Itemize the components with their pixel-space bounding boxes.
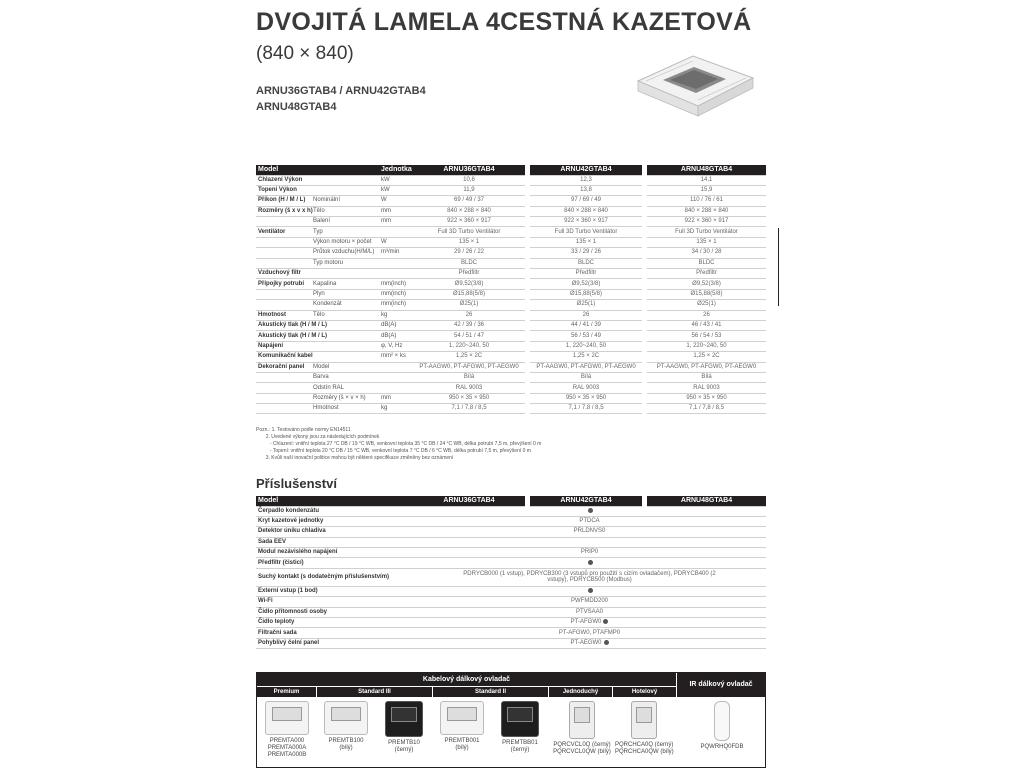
remote-controller-icon: [569, 701, 595, 739]
spec-sublabel: [311, 341, 379, 351]
spec-sublabel: Výkon motoru × počet: [311, 237, 379, 247]
spec-row: [256, 258, 766, 268]
spec-value: 922 × 360 × 917: [647, 217, 766, 227]
accessory-code: PTDCA: [579, 518, 600, 525]
spec-header-col3: ARNU48GTAB4: [647, 165, 766, 175]
spec-value: 840 × 288 × 840: [530, 206, 642, 216]
accessory-row: [256, 548, 766, 558]
spec-label: [256, 372, 311, 382]
availability-dot-icon: [603, 619, 608, 624]
spec-row: [256, 320, 766, 330]
spec-row: [256, 383, 766, 393]
accessory-label: Detektor úniku chladiva: [256, 527, 413, 537]
remote-screen: [331, 707, 360, 721]
accessory-label: Pohyblivý čelní panel: [256, 638, 413, 648]
spec-row: [256, 185, 766, 195]
spec-value: 110 / 76 / 61: [647, 196, 766, 206]
remote-code: PREMTB10 (černý): [388, 740, 420, 753]
remote-controller-item: [615, 701, 673, 756]
spec-sublabel: [311, 352, 379, 362]
spec-sublabel: Typ motoru: [311, 258, 379, 268]
remote-code: PREMTB100 (bílý): [328, 738, 364, 751]
spec-unit: kg: [379, 404, 413, 414]
spec-sublabel: Průtok vzduchu(H/M/L): [311, 248, 379, 258]
remote-controller-icon: [385, 701, 423, 737]
spec-value: 46 / 43 / 41: [647, 320, 766, 330]
remote-controllers-section: [256, 672, 766, 768]
accessory-row: [256, 516, 766, 526]
spec-value: 840 × 288 × 840: [647, 206, 766, 216]
remote-controller-item: [553, 701, 611, 756]
spec-value: 1, 220~240, 50: [530, 341, 642, 351]
spec-value: 7,1 / 7,8 / 8,5: [647, 404, 766, 414]
spec-unit: m³/min: [379, 248, 413, 258]
spec-value: BLDC: [413, 258, 525, 268]
spec-value: Ø25(1): [530, 300, 642, 310]
remote-controller-icon: [324, 701, 368, 735]
accessory-row: [256, 618, 766, 628]
spec-label: [256, 258, 311, 268]
accessories-title: Příslušenství: [256, 476, 337, 491]
spec-sublabel: Balení: [311, 217, 379, 227]
spec-value: 840 × 288 × 840: [413, 206, 525, 216]
spec-value: 1,25 × 2C: [413, 352, 525, 362]
accessory-label: Suchý kontakt (s dodatečným příslušenstvím): [256, 568, 413, 586]
remote-category: Hotelový: [613, 686, 677, 697]
availability-dot-icon: [588, 588, 593, 593]
spec-value: Předfiltr: [530, 269, 642, 279]
spec-unit: kW: [379, 185, 413, 195]
spec-unit: [379, 362, 413, 372]
spec-label: Vzduchový filtr: [256, 269, 311, 279]
footnote-line: 2. Uvedené výkony jsou za následujících podmínek: [256, 434, 380, 440]
spec-value: 44 / 41 / 39: [530, 320, 642, 330]
remote-controller-icon: [631, 701, 657, 739]
spec-sublabel: Plyn: [311, 289, 379, 299]
spec-unit: mm² × ks: [379, 352, 413, 362]
spec-value: 26: [530, 310, 642, 320]
footnote-line: Pozn.: 1. Testováno podle normy EN14511: [256, 427, 351, 433]
page-subtitle: (840 × 840): [256, 43, 354, 64]
accessory-row: [256, 558, 766, 568]
spec-value: RAL 9003: [413, 383, 525, 393]
remote-controller-item: [317, 701, 375, 752]
spec-unit: kW: [379, 175, 413, 185]
spec-value: Full 3D Turbo Ventilátor: [647, 227, 766, 237]
spec-unit: mm(inch): [379, 300, 413, 310]
spec-row: [256, 175, 766, 185]
spec-label: Napájení: [256, 341, 311, 351]
spec-label: Hmotnost: [256, 310, 311, 320]
spec-label: Rozměry (š x v x h): [256, 206, 311, 216]
spec-unit: W: [379, 237, 413, 247]
spec-value: 69 / 49 / 37: [413, 196, 525, 206]
spec-label: [256, 383, 311, 393]
spec-value: Full 3D Turbo Ventilátor: [413, 227, 525, 237]
spec-unit: mm: [379, 393, 413, 403]
spec-unit: mm: [379, 217, 413, 227]
spec-label: Komunikační kabel: [256, 352, 311, 362]
accessory-code: PT-AFGW0, PTAFMP0: [558, 629, 621, 636]
spec-value: 1, 220~240, 50: [413, 341, 525, 351]
spec-row: [256, 289, 766, 299]
spec-label: [256, 217, 311, 227]
spec-value: PT-AAGW0, PT-AFGW0, PT-AEGW0: [530, 362, 642, 372]
spec-header-model: Model: [256, 165, 379, 175]
spec-value: 7,1 / 7,8 / 8,5: [413, 404, 525, 414]
spec-row: [256, 331, 766, 341]
remote-category: Premium: [257, 686, 317, 697]
spec-label: [256, 237, 311, 247]
spec-value: 11,9: [413, 185, 525, 195]
accessory-row: [256, 527, 766, 537]
remote-controller-icon: [501, 701, 539, 737]
accessory-label: Předfiltr (čisticí): [256, 558, 413, 568]
spec-sublabel: Tělo: [311, 206, 379, 216]
spec-sublabel: Kondenzát: [311, 300, 379, 310]
ir-remote-header: IR dálkový ovladač: [677, 673, 765, 697]
remote-controller-icon: [440, 701, 484, 735]
acc-header-col3: ARNU48GTAB4: [647, 496, 766, 506]
spec-label: Ventilátor: [256, 227, 311, 237]
accessory-row: [256, 638, 766, 648]
remote-controller-icon: [265, 701, 309, 735]
spec-value: BLDC: [647, 258, 766, 268]
accessory-label: Čidlo teploty: [256, 618, 413, 628]
remote-code: PREMTB001 (bílý): [444, 738, 480, 751]
spec-label: [256, 289, 311, 299]
spec-value: 13,8: [530, 185, 642, 195]
accessory-value: [413, 618, 766, 628]
spec-label: Akustický tlak (H / M / L): [256, 331, 311, 341]
spec-row: [256, 300, 766, 310]
spec-label: Dekorační panel: [256, 362, 311, 372]
accessory-value: [413, 537, 766, 547]
remote-code: PQRCVCL0Q (černý) PQRCVCL0QW (bílý): [553, 742, 611, 755]
spec-value: PT-AAGW0, PT-AFGW0, PT-AEGW0: [647, 362, 766, 372]
spec-row: [256, 372, 766, 382]
spec-unit: [379, 227, 413, 237]
spec-sublabel: [311, 185, 379, 195]
spec-row: [256, 237, 766, 247]
spec-value: Ø15,88(5/8): [530, 289, 642, 299]
spec-label: [256, 248, 311, 258]
footnote-line: 3. Kvůli naší inovační politice mohou být některé specifikace změněny bez oznámení: [256, 455, 454, 461]
accessory-value: [413, 597, 766, 607]
divider-line: [778, 228, 779, 306]
spec-sublabel: Hmotnost: [311, 404, 379, 414]
accessory-code: PWFMDD200: [570, 598, 608, 605]
remote-code: PQRCHCA0Q (černý) PQRCHCA0QW (bílý): [615, 742, 674, 755]
spec-value: Ø9,52(3/8): [530, 279, 642, 289]
spec-row: [256, 352, 766, 362]
spec-value: BLDC: [530, 258, 642, 268]
spec-value: 26: [413, 310, 525, 320]
acc-header-col1: ARNU36GTAB4: [413, 496, 525, 506]
spec-value: Ø15,88(5/8): [413, 289, 525, 299]
accessory-value: [413, 628, 766, 638]
spec-row: [256, 310, 766, 320]
spec-unit: mm: [379, 206, 413, 216]
spec-value: Ø9,52(3/8): [647, 279, 766, 289]
spec-sublabel: [311, 175, 379, 185]
spec-value: RAL 9003: [647, 383, 766, 393]
remote-screen: [272, 707, 301, 721]
spec-value: Ø9,52(3/8): [413, 279, 525, 289]
spec-value: RAL 9003: [530, 383, 642, 393]
spec-value: Ø15,88(5/8): [647, 289, 766, 299]
spec-row: [256, 362, 766, 372]
spec-value: 922 × 360 × 917: [530, 217, 642, 227]
wired-remote-header: Kabelový dálkový ovladač: [257, 673, 677, 686]
availability-dot-icon: [604, 640, 609, 645]
accessory-label: Filtrační sada: [256, 628, 413, 638]
spec-value: 15,9: [647, 185, 766, 195]
accessory-label: Sada EEV: [256, 537, 413, 547]
remote-controller-item: [491, 701, 549, 754]
accessory-row: [256, 506, 766, 516]
spec-row: [256, 393, 766, 403]
accessory-label: Modul nezávislého napájení: [256, 548, 413, 558]
spec-unit: [379, 269, 413, 279]
spec-value: Full 3D Turbo Ventilátor: [530, 227, 642, 237]
spec-value: 950 × 35 × 950: [413, 393, 525, 403]
spec-label: Chlazení Výkon: [256, 175, 311, 185]
footnote-line: - Chlazení: vnitřní teplota 27 °C DB / 19 °C WB, venkovní teplota 35 °C DB / 24 °C WB, délka potrubí 7,5 m, převýšení 0 m: [256, 441, 542, 447]
spec-label: Příkon (H / M / L): [256, 196, 311, 206]
footnotes: [256, 427, 541, 462]
spec-row: [256, 217, 766, 227]
remote-category: Jednoduchý: [549, 686, 613, 697]
remote-code: PREMTA000 PREMTA000A PREMTA000B: [267, 738, 307, 758]
spec-sublabel: [311, 269, 379, 279]
spec-value: 10,6: [413, 175, 525, 185]
remote-category: Standard II: [433, 686, 549, 697]
remote-screen: [574, 707, 591, 723]
spec-unit: mm(inch): [379, 279, 413, 289]
accessory-row: [256, 597, 766, 607]
remote-code: PQWRHQ0FDB: [700, 744, 744, 750]
accessory-value: [413, 568, 766, 586]
spec-value: 42 / 39 / 36: [413, 320, 525, 330]
spec-value: 950 × 35 × 950: [530, 393, 642, 403]
spec-value: 950 × 35 × 950: [647, 393, 766, 403]
spec-value: 12,3: [530, 175, 642, 185]
spec-header-unit: Jednotka: [381, 166, 412, 174]
spec-row: [256, 196, 766, 206]
spec-row: [256, 269, 766, 279]
spec-value: PT-AAGW0, PT-AFGW0, PT-AEGW0: [413, 362, 525, 372]
spec-value: 34 / 30 / 28: [647, 248, 766, 258]
accessory-code: PRLDNVS0: [573, 528, 606, 535]
availability-dot-icon: [588, 560, 593, 565]
spec-value: 922 × 360 × 917: [413, 217, 525, 227]
spec-value: 29 / 26 / 22: [413, 248, 525, 258]
spec-value: 56 / 54 / 53: [647, 331, 766, 341]
spec-table: [256, 165, 766, 414]
spec-value: 7,1 / 7,8 / 8,5: [530, 404, 642, 414]
spec-header-col2: ARNU42GTAB4: [530, 165, 642, 175]
spec-row: [256, 341, 766, 351]
model-list-line: ARNU36GTAB4 / ARNU42GTAB4: [256, 85, 426, 97]
accessory-label: Externí vstup (1 bod): [256, 586, 413, 596]
accessory-code: PT-AFGW0: [570, 619, 602, 626]
accessories-table: [256, 496, 766, 649]
remote-controller-item: [258, 701, 316, 759]
accessory-label: Wi-Fi: [256, 597, 413, 607]
remote-controller-item: [375, 701, 433, 754]
accessory-label: Čidlo přítomnosti osoby: [256, 607, 413, 617]
spec-label: [256, 393, 311, 403]
remote-controller-item: [433, 701, 491, 752]
accessory-label: Kryt kazetové jednotky: [256, 516, 413, 526]
spec-value: 135 × 1: [647, 237, 766, 247]
spec-row: [256, 227, 766, 237]
spec-label: Akustický tlak (H / M / L): [256, 320, 311, 330]
accessory-value: [413, 586, 766, 596]
accessory-code: PT-AEGW0: [570, 640, 602, 647]
spec-unit: [379, 372, 413, 382]
spec-value: 135 × 1: [530, 237, 642, 247]
acc-header-col2: ARNU42GTAB4: [530, 496, 642, 506]
spec-value: Ø25(1): [413, 300, 525, 310]
model-list-line: ARNU48GTAB4: [256, 101, 337, 113]
spec-sublabel: Rozměry (š × v × h): [311, 393, 379, 403]
accessory-value: [413, 548, 766, 558]
spec-unit: φ, V, Hz: [379, 341, 413, 351]
spec-unit: dB(A): [379, 320, 413, 330]
remote-controller-item: [693, 701, 751, 751]
spec-row: [256, 206, 766, 216]
spec-value: Ø25(1): [647, 300, 766, 310]
spec-label: Přípojky potrubí: [256, 279, 311, 289]
spec-sublabel: Odstín RAL: [311, 383, 379, 393]
accessory-row: [256, 537, 766, 547]
spec-value: 97 / 69 / 49: [530, 196, 642, 206]
remote-controller-icon: [714, 701, 730, 741]
spec-label: [256, 404, 311, 414]
spec-value: 14,1: [647, 175, 766, 185]
spec-sublabel: Tělo: [311, 310, 379, 320]
spec-unit: dB(A): [379, 331, 413, 341]
acc-header-model: Model: [256, 496, 413, 506]
spec-label: [256, 300, 311, 310]
page-title: DVOJITÁ LAMELA 4CESTNÁ KAZETOVÁ: [256, 8, 752, 36]
spec-unit: mm(inch): [379, 289, 413, 299]
accessory-row: [256, 607, 766, 617]
spec-value: 135 × 1: [413, 237, 525, 247]
footnote-line: - Topení: vnitřní teplota 20 °C DB / 15 °C WB, venkovní teplota 7 °C DB / 6 °C WB, délka potrubí 7,5 m, převýšení 0 m: [256, 448, 531, 454]
spec-value: Bílá: [530, 372, 642, 382]
spec-value: 1,25 × 2C: [530, 352, 642, 362]
accessory-value: [413, 516, 766, 526]
spec-value: 26: [647, 310, 766, 320]
spec-value: Bílá: [413, 372, 525, 382]
spec-value: 33 / 29 / 26: [530, 248, 642, 258]
remote-screen: [636, 707, 653, 723]
spec-unit: [379, 383, 413, 393]
cassette-unit-image: [618, 36, 768, 132]
spec-value: Předfiltr: [647, 269, 766, 279]
availability-dot-icon: [588, 508, 593, 513]
spec-value: 1,25 × 2C: [647, 352, 766, 362]
spec-row: [256, 248, 766, 258]
accessory-row: [256, 568, 766, 586]
spec-value: 56 / 53 / 49: [530, 331, 642, 341]
spec-sublabel: Barva: [311, 372, 379, 382]
spec-sublabel: Nominální: [311, 196, 379, 206]
accessory-label: Čerpadlo kondenzátu: [256, 506, 413, 516]
spec-sublabel: Typ: [311, 227, 379, 237]
spec-value: Předfiltr: [413, 269, 525, 279]
accessory-code: PDRYCB000 (1 vstup), PDRYCB300 (3 vstupů pro použití s cizím ovladačem), PDRYCB400 (2 vstupy), PDRYCB500 (Modbus): [463, 571, 716, 584]
spec-value: 54 / 51 / 47: [413, 331, 525, 341]
remote-screen: [391, 707, 416, 722]
accessory-value: [413, 506, 766, 516]
spec-value: Bílá: [647, 372, 766, 382]
model-list: [256, 83, 426, 115]
remote-code: PREMTBB01 (černý): [502, 740, 538, 753]
accessory-value: [413, 527, 766, 537]
remote-category: Standard III: [317, 686, 433, 697]
accessory-value: [413, 607, 766, 617]
accessory-row: [256, 628, 766, 638]
spec-label: Topení Výkon: [256, 185, 311, 195]
accessory-code: PTVSAA0: [575, 608, 603, 615]
spec-row: [256, 279, 766, 289]
spec-sublabel: Kapalina: [311, 279, 379, 289]
spec-row: [256, 404, 766, 414]
remote-screen: [447, 707, 476, 721]
spec-sublabel: Model: [311, 362, 379, 372]
spec-unit: [379, 258, 413, 268]
spec-unit: kg: [379, 310, 413, 320]
remote-screen: [507, 707, 532, 722]
spec-unit: W: [379, 196, 413, 206]
spec-header-col1: ARNU36GTAB4: [413, 165, 525, 175]
accessory-value: [413, 558, 766, 568]
accessory-code: PRIP0: [580, 549, 599, 556]
accessory-value: [413, 638, 766, 648]
spec-value: 1, 220~240, 50: [647, 341, 766, 351]
accessory-row: [256, 586, 766, 596]
